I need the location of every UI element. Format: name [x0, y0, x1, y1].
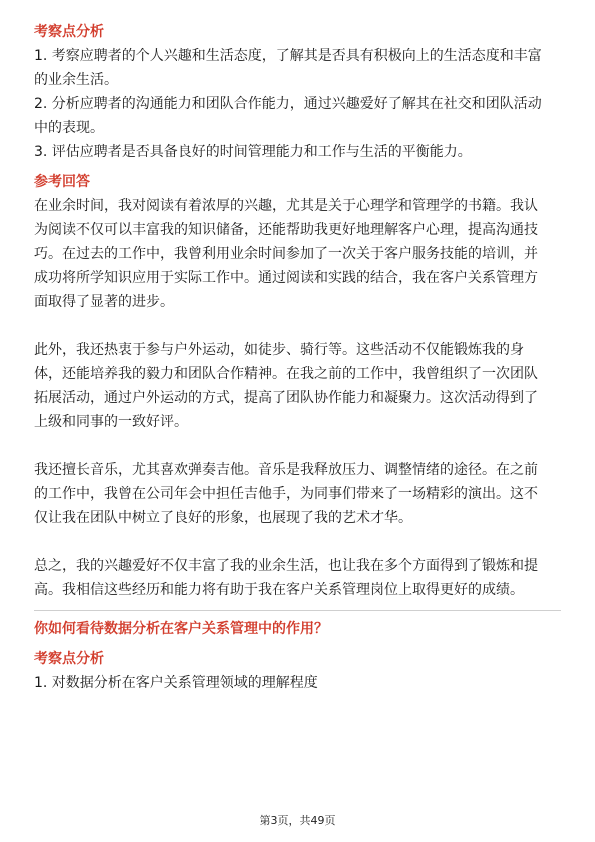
text-line: 成功将所学知识应用于实际工作中。通过阅读和实践的结合，我在客户关系管理方	[34, 270, 538, 286]
text-line: 巧。在过去的工作中，我曾利用业余时间参加了一次关于客户服务技能的培训，并	[34, 246, 538, 262]
list-item	[34, 140, 561, 164]
answer-paragraph	[34, 194, 561, 314]
answer-paragraph	[34, 458, 561, 530]
section-title-analysis-2: 考察点分析	[34, 651, 104, 667]
section-divider	[34, 610, 561, 611]
section-title-answer: 参考回答	[34, 174, 90, 190]
text-line: 的业余生活。	[34, 72, 118, 88]
text-line: 1. 考察应聘者的个人兴趣和生活态度，了解其是否具有积极向上的生活态度和丰富	[34, 48, 542, 64]
text-line: 高。我相信这些经历和能力将有助于我在客户关系管理岗位上取得更好的成绩。	[34, 582, 524, 598]
question-heading: 你如何看待数据分析在客户关系管理中的作用？	[34, 621, 328, 637]
text-line: 此外，我还热衷于参与户外运动，如徒步、骑行等。这些活动不仅能锻炼我的身	[34, 342, 524, 358]
text-line: 的工作中，我曾在公司年会中担任吉他手，为同事们带来了一场精彩的演出。这不	[34, 486, 538, 502]
list-item	[34, 92, 561, 140]
document-page	[34, 20, 561, 695]
list-item	[34, 671, 561, 695]
answer-paragraph	[34, 554, 561, 602]
page-footer: 第3页，共49页	[259, 814, 336, 827]
answer-paragraph	[34, 338, 561, 434]
text-line: 在业余时间，我对阅读有着浓厚的兴趣，尤其是关于心理学和管理学的书籍。我认	[34, 198, 538, 214]
text-line: 面取得了显著的进步。	[34, 294, 174, 310]
text-line: 总之，我的兴趣爱好不仅丰富了我的业余生活，也让我在多个方面得到了锻炼和提	[34, 558, 538, 574]
text-line: 我还擅长音乐，尤其喜欢弹奏吉他。音乐是我释放压力、调整情绪的途径。在之前	[34, 462, 538, 478]
text-line: 中的表现。	[34, 120, 104, 136]
text-line: 上级和同事的一致好评。	[34, 414, 188, 430]
text-line: 1. 对数据分析在客户关系管理领域的理解程度	[34, 675, 318, 691]
text-line: 拓展活动，通过户外运动的方式，提高了团队协作能力和凝聚力。这次活动得到了	[34, 390, 538, 406]
text-line: 体，还能培养我的毅力和团队合作精神。在我之前的工作中，我曾组织了一次团队	[34, 366, 538, 382]
section-title-analysis: 考察点分析	[34, 24, 104, 40]
text-line: 为阅读不仅可以丰富我的知识储备，还能帮助我更好地理解客户心理，提高沟通技	[34, 222, 538, 238]
list-item	[34, 44, 561, 92]
text-line: 3. 评估应聘者是否具备良好的时间管理能力和工作与生活的平衡能力。	[34, 144, 472, 160]
text-line: 2. 分析应聘者的沟通能力和团队合作能力，通过兴趣爱好了解其在社交和团队活动	[34, 96, 542, 112]
text-line: 仅让我在团队中树立了良好的形象，也展现了我的艺术才华。	[34, 510, 412, 526]
analysis-list	[34, 44, 561, 164]
